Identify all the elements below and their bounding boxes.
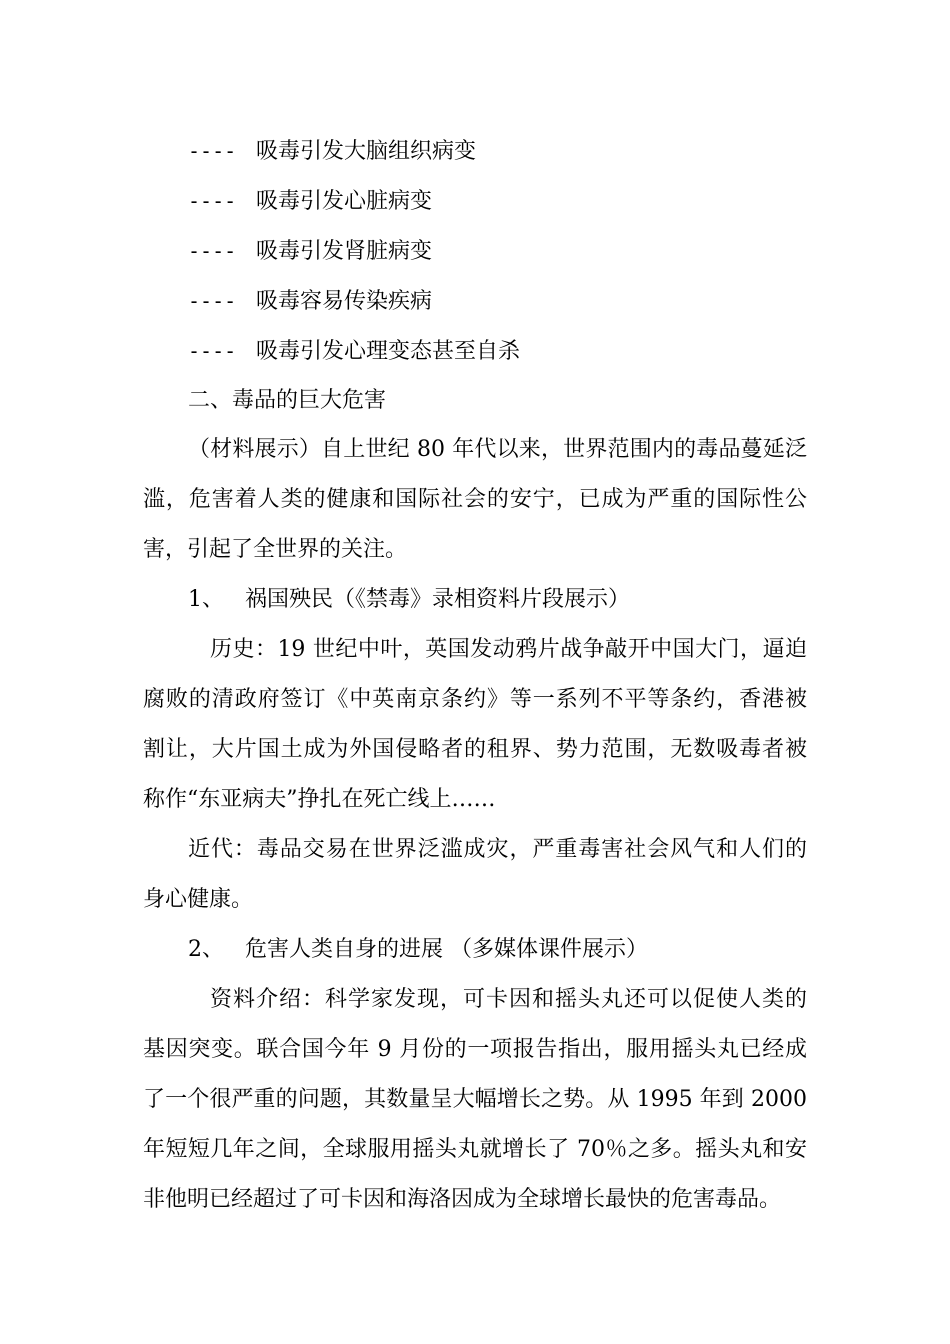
list-item-text: 吸毒容易传染疾病 [256,289,433,314]
section-heading: 二、毒品的巨大危害 [188,388,387,413]
list-item [188,336,520,367]
research-line: 了一个很严重的问题，其数量呈大幅增长之势。从 1995 年到 2000 [143,1087,807,1112]
intro-line: （材料展示）自上世纪 80 年代以来，世界范围内的毒品蔓延泛 [188,437,807,462]
list-item-text: 吸毒引发大脑组织病变 [256,139,477,164]
history-line: 称作“东亚病夫”挣扎在死亡线上…… [143,787,496,812]
modern-line: 身心健康。 [143,887,254,912]
list-item-text: 吸毒引发肾脏病变 [256,239,433,264]
research-line: 资料介绍：科学家发现，可卡因和摇头丸还可以促使人类的 [210,987,807,1012]
list-dash: ---- [188,139,237,163]
subsection-heading-1: 1、 祸国殃民（《禁毒》录相资料片段展示） [188,587,630,612]
subsection-heading-2: 2、 危害人类自身的进展 （多媒体课件展示） [188,937,648,962]
research-line: 年短短几年之间，全球服用摇头丸就增长了 70％之多。摇头丸和安 [143,1137,807,1162]
list-item-text: 吸毒引发心脏病变 [256,189,433,214]
list-item [188,286,432,317]
list-item [188,136,476,167]
list-item [188,186,432,217]
history-line: 腐败的清政府签订《中英南京条约》等一系列不平等条约，香港被 [143,687,807,712]
list-item-text: 吸毒引发心理变态甚至自杀 [256,339,521,364]
list-dash: ---- [188,189,237,213]
list-dash: ---- [188,339,237,363]
list-dash: ---- [188,289,237,313]
research-line: 基因突变。联合国今年 9 月份的一项报告指出，服用摇头丸已经成 [143,1037,807,1062]
history-line: 历史：19 世纪中叶，英国发动鸦片战争敲开中国大门，逼迫 [210,637,807,662]
intro-line: 滥，危害着人类的健康和国际社会的安宁，已成为严重的国际性公 [143,487,807,512]
intro-line: 害，引起了全世界的关注。 [143,537,408,562]
modern-line: 近代：毒品交易在世界泛滥成灾，严重毒害社会风气和人们的 [188,837,807,862]
history-line: 割让，大片国土成为外国侵略者的租界、势力范围，无数吸毒者被 [143,737,807,762]
research-line: 非他明已经超过了可卡因和海洛因成为全球增长最快的危害毒品。 [143,1187,782,1212]
list-item [188,236,432,267]
list-dash: ---- [188,239,237,263]
